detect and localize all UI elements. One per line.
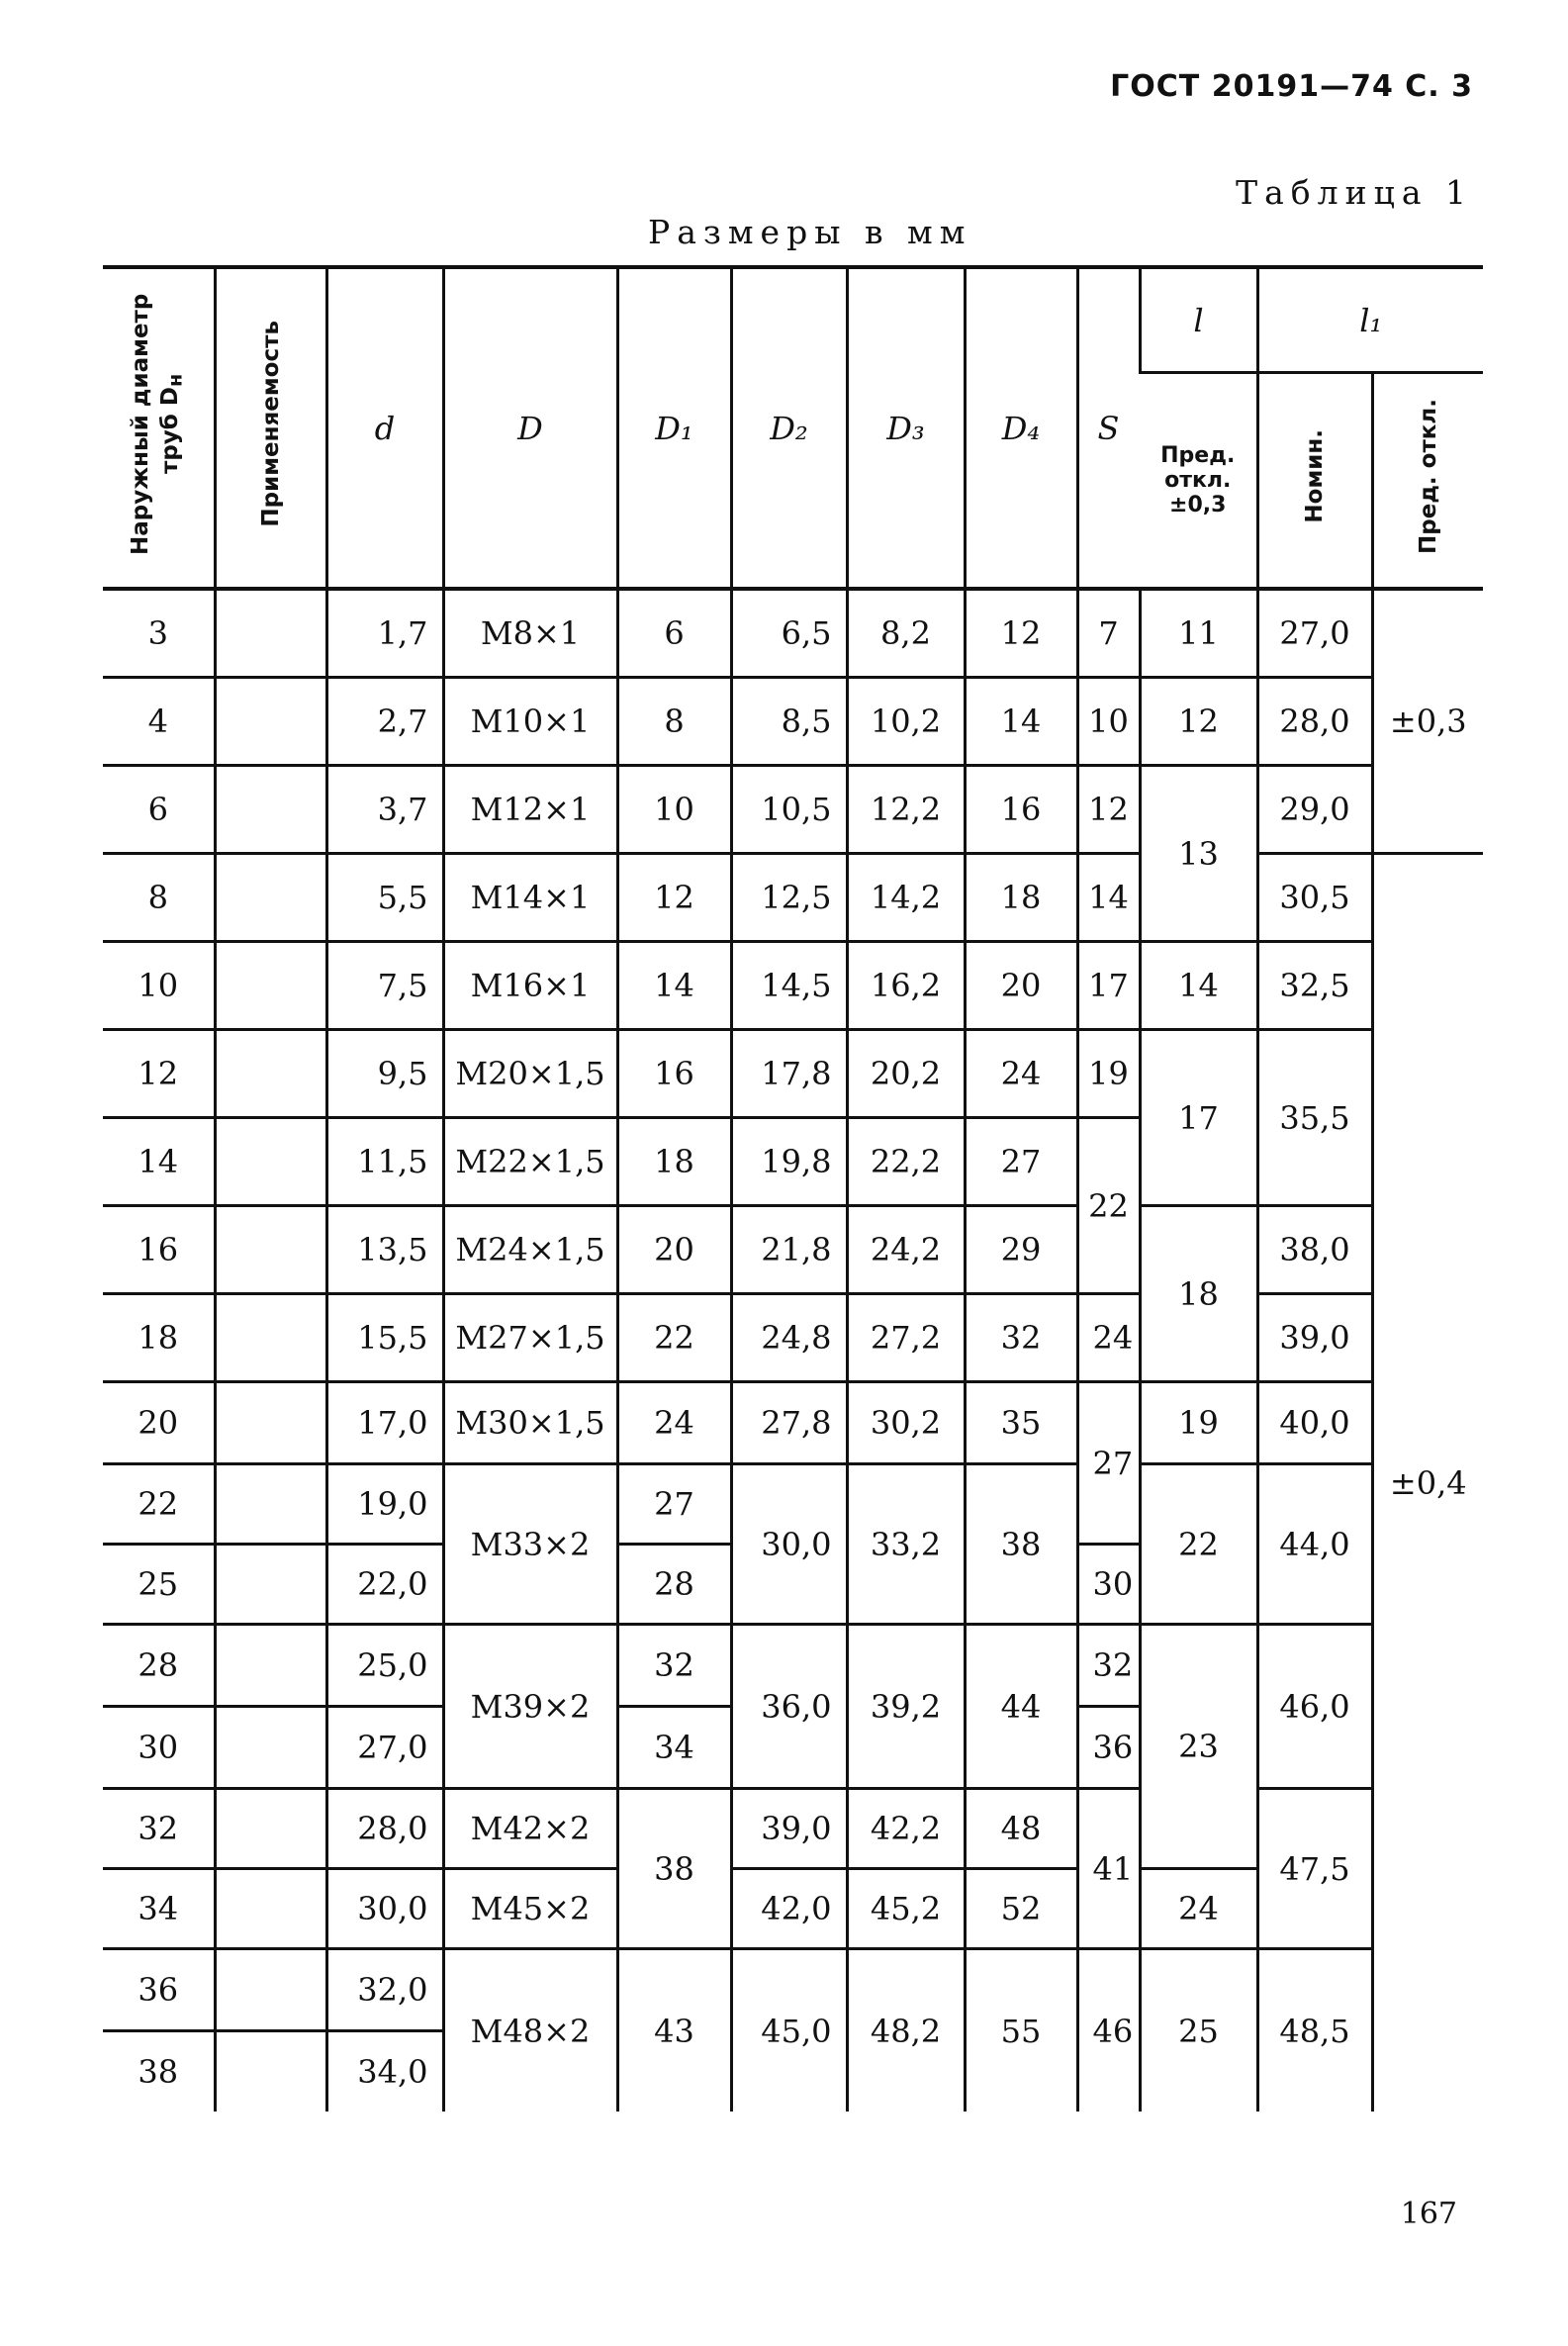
cell-l: 17 (1140, 1030, 1257, 1206)
cell-D1: 18 (617, 1118, 731, 1206)
cell-applicability (215, 942, 326, 1030)
cell-D3: 16,2 (847, 942, 965, 1030)
page-number: 167 (1400, 2197, 1457, 2231)
cell-S: 12 (1077, 766, 1140, 854)
cell-applicability (215, 1030, 326, 1118)
cell-D4: 52 (965, 1869, 1077, 1949)
cell-D1: 34 (617, 1707, 731, 1789)
header-l1-nominal: Номин. (1257, 373, 1372, 590)
header-l1-tolerance: Пред. откл. (1372, 373, 1483, 590)
cell-applicability (215, 1545, 326, 1625)
cell-D1: 38 (617, 1789, 731, 1949)
header-D3: D₃ (847, 267, 965, 589)
table-row (103, 1464, 1483, 1545)
cell-D2: 39,0 (731, 1789, 847, 1869)
cell-d: 7,5 (326, 942, 443, 1030)
header-outer-diameter: Наружный диаметр труб $D_н$ (103, 267, 215, 589)
cell-D2: 19,8 (731, 1118, 847, 1206)
cell-D1: 6 (617, 589, 731, 678)
cell-D: M10×1 (443, 678, 617, 766)
cell-D4: 14 (965, 678, 1077, 766)
cell-D1: 14 (617, 942, 731, 1030)
cell-applicability (215, 1464, 326, 1545)
table-row (103, 942, 1483, 1030)
cell-D1: 16 (617, 1030, 731, 1118)
header-D2: D₂ (731, 267, 847, 589)
table-row (103, 1206, 1483, 1294)
cell-D3: 39,2 (847, 1625, 965, 1789)
header-applicability: Применяемость (215, 267, 326, 589)
cell-D4: 24 (965, 1030, 1077, 1118)
cell-dn: 8 (103, 854, 215, 942)
cell-D: M12×1 (443, 766, 617, 854)
cell-l1: 27,0 (1257, 589, 1372, 678)
table-row (103, 1625, 1483, 1707)
cell-applicability (215, 1206, 326, 1294)
cell-D4: 27 (965, 1118, 1077, 1206)
cell-dn: 34 (103, 1869, 215, 1949)
cell-applicability (215, 1118, 326, 1206)
cell-D: M20×1,5 (443, 1030, 617, 1118)
cell-D1: 32 (617, 1625, 731, 1707)
cell-D4: 32 (965, 1294, 1077, 1382)
cell-applicability (215, 1869, 326, 1949)
cell-D: M42×2 (443, 1789, 617, 1869)
cell-D2: 42,0 (731, 1869, 847, 1949)
cell-S: 24 (1077, 1294, 1140, 1382)
cell-D3: 22,2 (847, 1118, 965, 1206)
cell-S: 19 (1077, 1030, 1140, 1118)
cell-d: 30,0 (326, 1869, 443, 1949)
cell-l: 25 (1140, 1949, 1257, 2112)
cell-l: 19 (1140, 1382, 1257, 1464)
cell-dn: 25 (103, 1545, 215, 1625)
cell-l1: 40,0 (1257, 1382, 1372, 1464)
cell-l: 13 (1140, 766, 1257, 942)
cell-l: 24 (1140, 1869, 1257, 1949)
table-row (103, 1294, 1483, 1382)
cell-D4: 20 (965, 942, 1077, 1030)
cell-D2: 14,5 (731, 942, 847, 1030)
cell-applicability (215, 1789, 326, 1869)
cell-l1-tolerance: ±0,3 (1372, 589, 1483, 854)
cell-S: 36 (1077, 1707, 1140, 1789)
table-row (103, 766, 1483, 854)
cell-D2: 30,0 (731, 1464, 847, 1625)
cell-d: 15,5 (326, 1294, 443, 1382)
cell-D4: 35 (965, 1382, 1077, 1464)
table-row (103, 589, 1483, 678)
cell-D3: 30,2 (847, 1382, 965, 1464)
cell-D: M33×2 (443, 1464, 617, 1625)
cell-dn: 4 (103, 678, 215, 766)
cell-D: M14×1 (443, 854, 617, 942)
cell-d: 13,5 (326, 1206, 443, 1294)
cell-dn: 30 (103, 1707, 215, 1789)
cell-D2: 17,8 (731, 1030, 847, 1118)
cell-S: 46 (1077, 1949, 1140, 2112)
cell-D3: 10,2 (847, 678, 965, 766)
cell-D2: 24,8 (731, 1294, 847, 1382)
cell-applicability (215, 854, 326, 942)
dimensions-note: Размеры в мм (648, 213, 972, 251)
cell-D1: 28 (617, 1545, 731, 1625)
cell-D1: 43 (617, 1949, 731, 2112)
cell-D3: 24,2 (847, 1206, 965, 1294)
cell-D4: 29 (965, 1206, 1077, 1294)
cell-S: 27 (1077, 1382, 1140, 1545)
cell-dn: 12 (103, 1030, 215, 1118)
cell-l1: 48,5 (1257, 1949, 1372, 2112)
cell-D1: 20 (617, 1206, 731, 1294)
cell-d: 19,0 (326, 1464, 443, 1545)
cell-l: 22 (1140, 1464, 1257, 1625)
cell-D2: 36,0 (731, 1625, 847, 1789)
cell-D: M24×1,5 (443, 1206, 617, 1294)
cell-dn: 16 (103, 1206, 215, 1294)
cell-S: 41 (1077, 1789, 1140, 1949)
cell-d: 17,0 (326, 1382, 443, 1464)
cell-d: 2,7 (326, 678, 443, 766)
cell-applicability (215, 1949, 326, 2031)
cell-dn: 3 (103, 589, 215, 678)
cell-S: 7 (1077, 589, 1140, 678)
cell-D3: 8,2 (847, 589, 965, 678)
header-d: d (326, 267, 443, 589)
cell-D3: 42,2 (847, 1789, 965, 1869)
header-l: l (1140, 267, 1257, 373)
cell-d: 27,0 (326, 1707, 443, 1789)
cell-S: 10 (1077, 678, 1140, 766)
cell-l: 23 (1140, 1625, 1257, 1869)
cell-applicability (215, 589, 326, 678)
cell-d: 1,7 (326, 589, 443, 678)
cell-D2: 12,5 (731, 854, 847, 942)
header-D1: D₁ (617, 267, 731, 589)
table-caption: Таблица 1 (1236, 173, 1473, 212)
cell-S: 22 (1077, 1118, 1140, 1294)
cell-d: 11,5 (326, 1118, 443, 1206)
cell-d: 22,0 (326, 1545, 443, 1625)
cell-l1: 46,0 (1257, 1625, 1372, 1789)
cell-l1: 47,5 (1257, 1789, 1372, 1949)
cell-S: 30 (1077, 1545, 1140, 1625)
cell-applicability (215, 678, 326, 766)
cell-dn: 38 (138, 2053, 179, 2091)
cell-applicability (215, 1382, 326, 1464)
table-row (103, 1789, 1483, 1869)
cell-l: 12 (1140, 678, 1257, 766)
cell-l1: 35,5 (1257, 1030, 1372, 1206)
cell-l1: 32,5 (1257, 942, 1372, 1030)
cell-D3: 45,2 (847, 1869, 965, 1949)
cell-D2: 21,8 (731, 1206, 847, 1294)
cell-D4: 38 (965, 1464, 1077, 1625)
cell-D: M45×2 (443, 1869, 617, 1949)
cell-dn: 36 (103, 1949, 215, 2031)
header-D4: D₄ (965, 267, 1077, 589)
cell-applicability (215, 2031, 326, 2112)
cell-D2: 8,5 (731, 678, 847, 766)
cell-D3: 14,2 (847, 854, 965, 942)
cell-applicability (215, 1294, 326, 1382)
standard-header: ГОСТ 20191—74 С. 3 (1110, 69, 1473, 104)
cell-D4: 55 (965, 1949, 1077, 2112)
cell-D1: 12 (617, 854, 731, 942)
cell-D2: 45,0 (731, 1949, 847, 2112)
cell-l1: 38,0 (1257, 1206, 1372, 1294)
cell-D1: 24 (617, 1382, 731, 1464)
cell-D4: 44 (965, 1625, 1077, 1789)
cell-S: 17 (1077, 942, 1140, 1030)
cell-D: M27×1,5 (443, 1294, 617, 1382)
cell-dn: 10 (103, 942, 215, 1030)
cell-d: 5,5 (326, 854, 443, 942)
cell-D: M39×2 (443, 1625, 617, 1789)
cell-d: 9,5 (326, 1030, 443, 1118)
cell-dn: 14 (103, 1118, 215, 1206)
cell-applicability (215, 1707, 326, 1789)
cell-d: 32,0 (326, 1949, 443, 2031)
cell-D3: 12,2 (847, 766, 965, 854)
table-row (103, 1382, 1483, 1464)
cell-d: 25,0 (326, 1625, 443, 1707)
cell-d: 34,0 (326, 2031, 443, 2112)
header-S: S (1077, 267, 1140, 589)
cell-applicability (215, 1625, 326, 1707)
cell-dn: 6 (103, 766, 215, 854)
cell-d: 3,7 (326, 766, 443, 854)
cell-l: 14 (1140, 942, 1257, 1030)
cell-D4: 48 (965, 1789, 1077, 1869)
cell-D3: 33,2 (847, 1464, 965, 1625)
cell-D2: 10,5 (731, 766, 847, 854)
cell-dn: 22 (103, 1464, 215, 1545)
dimensions-table (103, 265, 1483, 2111)
cell-D1: 10 (617, 766, 731, 854)
cell-D: M30×1,5 (443, 1382, 617, 1464)
cell-l1-tolerance: ±0,4 (1372, 854, 1483, 2112)
cell-D: M22×1,5 (443, 1118, 617, 1206)
cell-D4: 16 (965, 766, 1077, 854)
cell-D3: 20,2 (847, 1030, 965, 1118)
header-D: D (443, 267, 617, 589)
cell-dn: 32 (103, 1789, 215, 1869)
cell-applicability (215, 766, 326, 854)
cell-l1: 28,0 (1257, 678, 1372, 766)
cell-d: 28,0 (326, 1789, 443, 1869)
cell-dn: 18 (103, 1294, 215, 1382)
cell-dn: 20 (103, 1382, 215, 1464)
cell-l: 18 (1140, 1206, 1257, 1382)
cell-S: 14 (1077, 854, 1140, 942)
table-row (103, 678, 1483, 766)
cell-l1: 39,0 (1257, 1294, 1372, 1382)
cell-D: M8×1 (443, 589, 617, 678)
header-l1: l₁ (1257, 267, 1483, 373)
cell-D1: 22 (617, 1294, 731, 1382)
cell-D: M16×1 (443, 942, 617, 1030)
table-row (103, 1030, 1483, 1118)
header-l-tolerance: Пред. откл. ±0,3 (1140, 373, 1257, 590)
cell-D4: 18 (965, 854, 1077, 942)
cell-l: 11 (1140, 589, 1257, 678)
cell-D2: 6,5 (731, 589, 847, 678)
cell-l1: 44,0 (1257, 1464, 1372, 1625)
cell-D4: 12 (965, 589, 1077, 678)
cell-l1: 30,5 (1257, 854, 1372, 942)
cell-D1: 27 (617, 1464, 731, 1545)
cell-D3: 48,2 (847, 1949, 965, 2112)
cell-dn: 28 (103, 1625, 215, 1707)
cell-D3: 27,2 (847, 1294, 965, 1382)
cell-D2: 27,8 (731, 1382, 847, 1464)
table-row (103, 1949, 1483, 2031)
cell-D: M48×2 (443, 1949, 617, 2112)
cell-l1: 29,0 (1257, 766, 1372, 854)
cell-S: 32 (1077, 1625, 1140, 1707)
cell-D1: 8 (617, 678, 731, 766)
table-row (103, 854, 1483, 942)
